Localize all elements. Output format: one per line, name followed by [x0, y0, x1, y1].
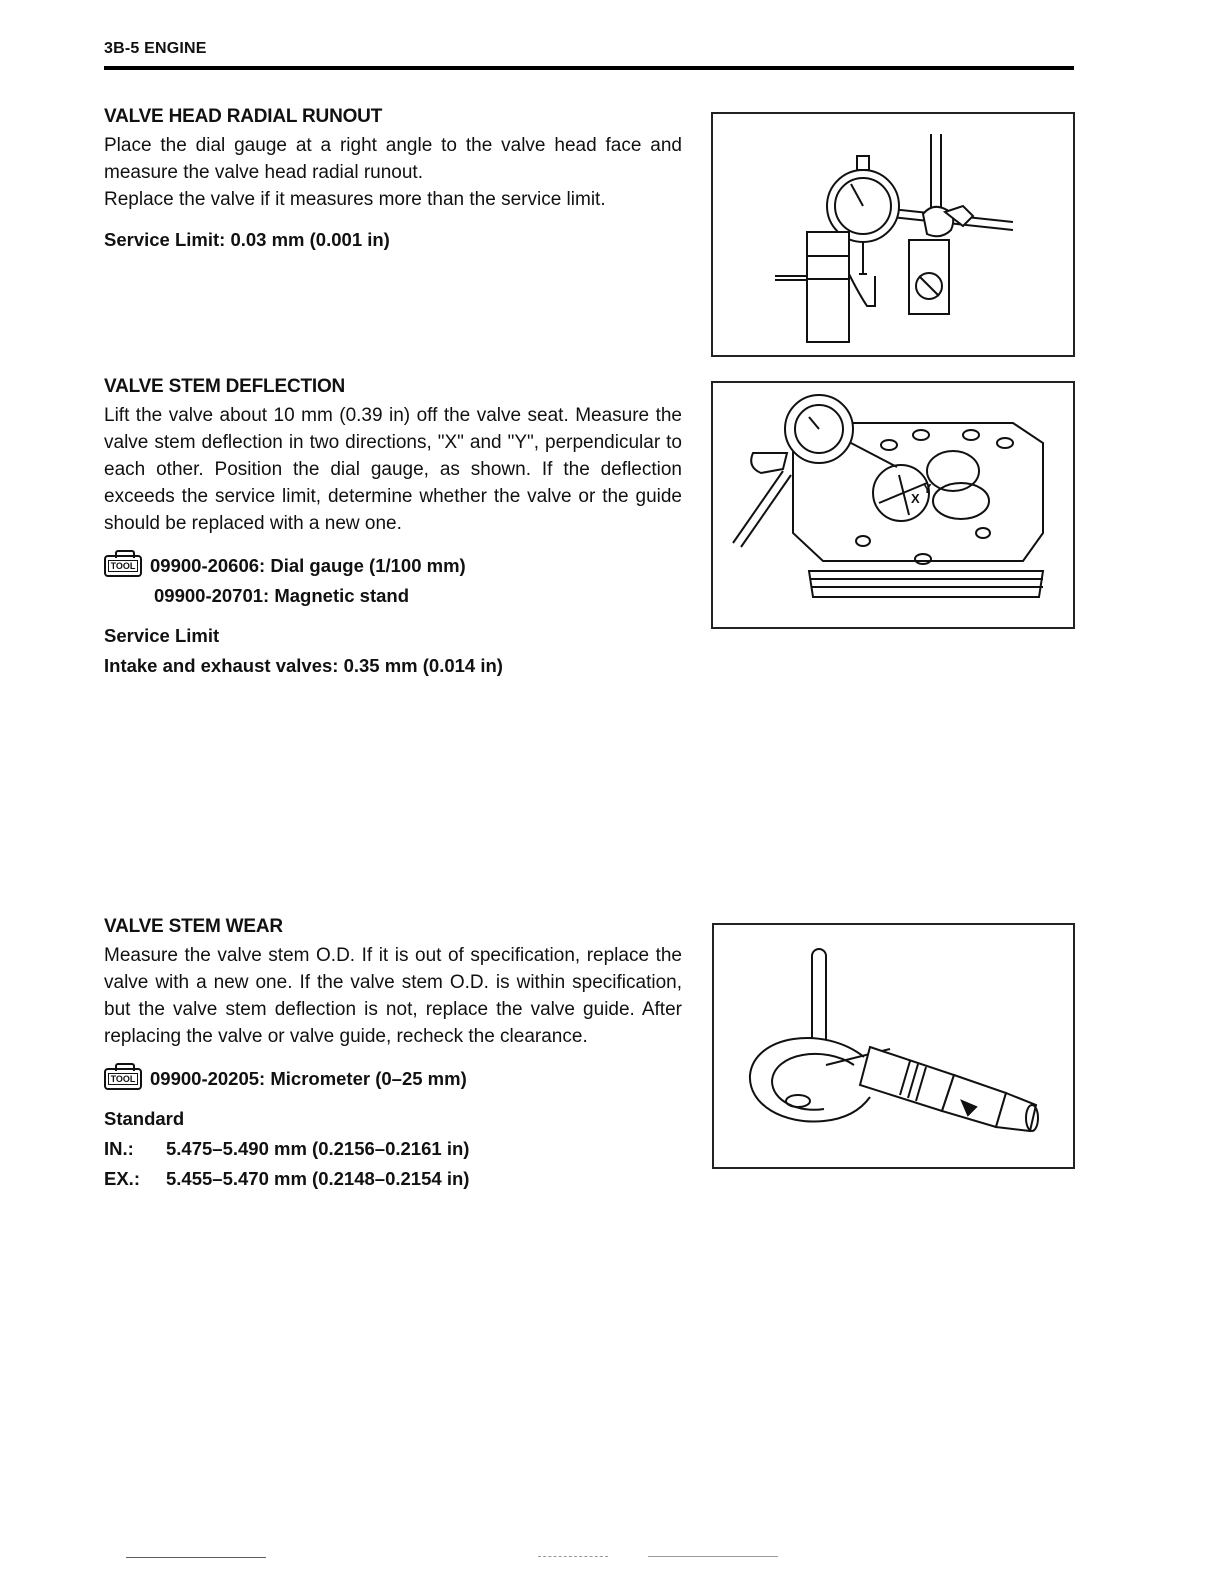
- tool-item: 09900-20606: Dial gauge (1/100 mm): [150, 555, 466, 576]
- service-limit: Service Limit: 0.03 mm (0.001 in): [104, 229, 390, 250]
- paragraph: Measure the valve stem O.D. If it is out of specification, replace the valve with a new one. If the valve stem O.D. is within specification, but the valve stem deflection is not, replace the valve guide. After replacing the valve or valve guide, recheck the clearance.: [104, 945, 682, 1047]
- section-valve-head-radial-runout: [104, 106, 682, 255]
- standard-value: 5.475–5.490 mm (0.2156–0.2161 in): [166, 1138, 470, 1159]
- paragraph: Place the dial gauge at a right angle to the valve head face and measure the valve head radial runout.: [104, 135, 682, 183]
- section-valve-stem-wear: [104, 916, 682, 1194]
- toolbox-icon: TOOL: [104, 1068, 142, 1090]
- figure-valve-head-runout: [711, 112, 1075, 357]
- tool-item: 09900-20205: Micrometer (0–25 mm): [150, 1068, 467, 1089]
- divider: [648, 1556, 778, 1557]
- figure-valve-stem-wear: [712, 923, 1075, 1169]
- axis-label-x: X: [911, 491, 920, 506]
- dial-gauge-illustration: [713, 114, 1073, 355]
- section-valve-stem-deflection: [104, 376, 682, 681]
- figure-valve-stem-deflection: [711, 381, 1075, 629]
- page-header: [104, 40, 1074, 70]
- cylinder-head-illustration: [713, 383, 1073, 627]
- tool-item: 09900-20701: Magnetic stand: [154, 585, 410, 606]
- footer-underline: [126, 1557, 266, 1558]
- standard-label: EX.:: [104, 1168, 140, 1189]
- service-limit-value: Intake and exhaust valves: 0.35 mm (0.014 in): [104, 655, 503, 676]
- micrometer-illustration: [714, 925, 1073, 1167]
- paragraph: Replace the valve if it measures more than the service limit.: [104, 189, 606, 210]
- standard-row: [104, 1134, 682, 1164]
- axis-label-y: Y: [923, 481, 932, 496]
- standard-row: [104, 1164, 682, 1194]
- paragraph: Lift the valve about 10 mm (0.39 in) off the valve seat. Measure the valve stem deflection in two directions, "X" and "Y", perpendicular to each other. Position the dial gauge, as shown. If the deflection exceeds the service limit, determine whether the valve or the guide should be replaced with a new one.: [104, 405, 682, 534]
- divider: [538, 1556, 608, 1557]
- section-heading: VALVE STEM DEFLECTION: [104, 376, 346, 397]
- toolbox-icon: TOOL: [104, 555, 142, 577]
- page-title: 3B-5 ENGINE: [104, 40, 207, 57]
- standard-title: Standard: [104, 1108, 185, 1129]
- section-heading: VALVE HEAD RADIAL RUNOUT: [104, 106, 383, 127]
- section-heading: VALVE STEM WEAR: [104, 916, 283, 937]
- standard-label: IN.:: [104, 1138, 134, 1159]
- standard-value: 5.455–5.470 mm (0.2148–0.2154 in): [166, 1168, 470, 1189]
- service-limit-title: Service Limit: [104, 625, 220, 646]
